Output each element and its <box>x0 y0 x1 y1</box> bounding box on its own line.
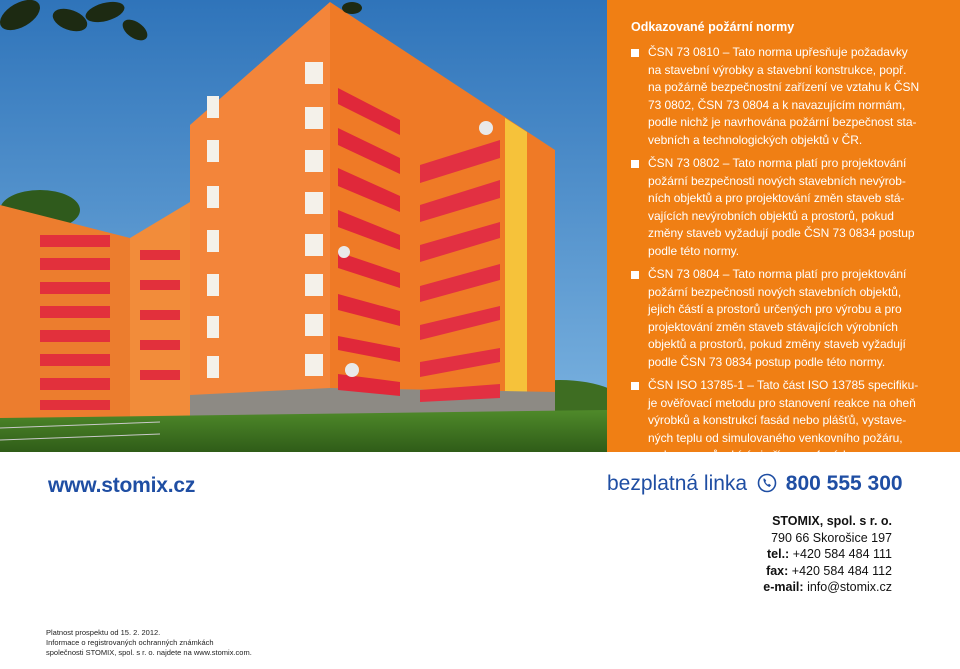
norm-line: na požárně bezpečnostní zařízení ve vztahu k ČSN <box>648 80 920 94</box>
norm-line: 73 0802, ČSN 73 0804 a k navazujícím normám, <box>648 97 906 112</box>
contact-block <box>763 513 892 596</box>
legal-line: Platnost prospektu od 15. 2. 2012. <box>46 628 161 637</box>
norm-line: ních objektů a pro projektování změn staveb stá- <box>648 191 905 205</box>
legal-line: společnosti STOMIX, spol. s r. o. najdete na www.stomix.com. <box>46 648 252 657</box>
tel-label: tel.: <box>766 547 790 561</box>
norm-item <box>631 266 942 371</box>
legal-notice <box>46 628 252 658</box>
norm-item <box>631 377 942 465</box>
fax-label: fax: <box>766 563 789 578</box>
company-name: STOMIX, spol. s r. o. <box>772 514 892 528</box>
hotline <box>607 472 903 499</box>
norm-line: ČSN 73 0810 – Tato norma upřesňuje požadavky <box>648 45 908 59</box>
norm-line: vajících nevýrobních objektů a prostorů, pokud <box>648 208 894 223</box>
norm-line: projektování změn staveb stávajících výrobních <box>648 319 898 334</box>
norm-line: podle této normy. <box>648 243 739 258</box>
norm-line: vebních a technologických objektů v ČR. <box>648 132 863 147</box>
norm-line: jejich částí a prostorů určených pro výrobu a pro <box>648 302 902 316</box>
tel-value[interactable]: +420 584 484 111 <box>792 547 892 561</box>
fax-value: +420 584 484 112 <box>791 563 892 578</box>
phone-icon <box>757 473 777 499</box>
website-link[interactable]: www.stomix.cz <box>48 474 196 497</box>
norm-line: je ověřovací metodu pro stanovení reakce na oheň <box>648 395 916 410</box>
building-photo <box>0 0 607 452</box>
hotline-number[interactable]: 800 555 300 <box>785 472 903 495</box>
norm-line: podle nichž je navrhována požární bezpečnost sta- <box>648 115 917 129</box>
norm-line: na stavební výrobky a stavební konstrukce, popř. <box>648 62 907 77</box>
email-line <box>763 579 892 596</box>
square-bullet-icon <box>631 271 639 279</box>
norm-line: podle ČSN 73 0834 postup podle této normy. <box>648 354 886 369</box>
norm-line: ČSN ISO 13785-1 – Tato část ISO 13785 specifiku- <box>648 378 919 392</box>
email-label: e-mail: <box>763 580 804 594</box>
hotline-label: bezplatná linka <box>607 472 748 495</box>
norm-line: změny staveb vyžadují podle ČSN 73 0834 postup <box>648 226 915 240</box>
company-address: 790 66 Skorošice 197 <box>771 530 892 545</box>
norm-line: objektů a prostorů, pokud změny staveb vyžadují <box>648 337 906 351</box>
norm-line: výrobků a konstrukcí fasád nebo plášťů, vystave- <box>648 413 907 427</box>
norm-line: s plameny působícími přímo na fasádu. <box>648 448 856 462</box>
norm-line: ČSN 73 0802 – Tato norma platí pro projektování <box>648 156 907 170</box>
tel-line <box>763 546 892 563</box>
square-bullet-icon <box>631 382 639 390</box>
norm-line: požární bezpečnosti nových stavebních objektů, <box>648 284 902 299</box>
square-bullet-icon <box>631 160 639 168</box>
norm-line: ných teplu od simulovaného venkovního požáru, <box>648 430 903 445</box>
norms-list <box>631 44 942 465</box>
panel-title: Odkazované požární normy <box>631 20 795 34</box>
square-bullet-icon <box>631 49 639 57</box>
norm-line: ČSN 73 0804 – Tato norma platí pro projektování <box>648 267 907 281</box>
email-value[interactable]: info@stomix.cz <box>807 580 892 594</box>
legal-line: Informace o registrovaných ochranných známkách <box>46 638 214 647</box>
norm-item <box>631 155 942 260</box>
norms-panel <box>607 0 960 462</box>
norm-line: požární bezpečnosti nových stavebních nevýrob- <box>648 173 906 188</box>
norm-item <box>631 44 942 149</box>
fax-line <box>763 563 892 580</box>
